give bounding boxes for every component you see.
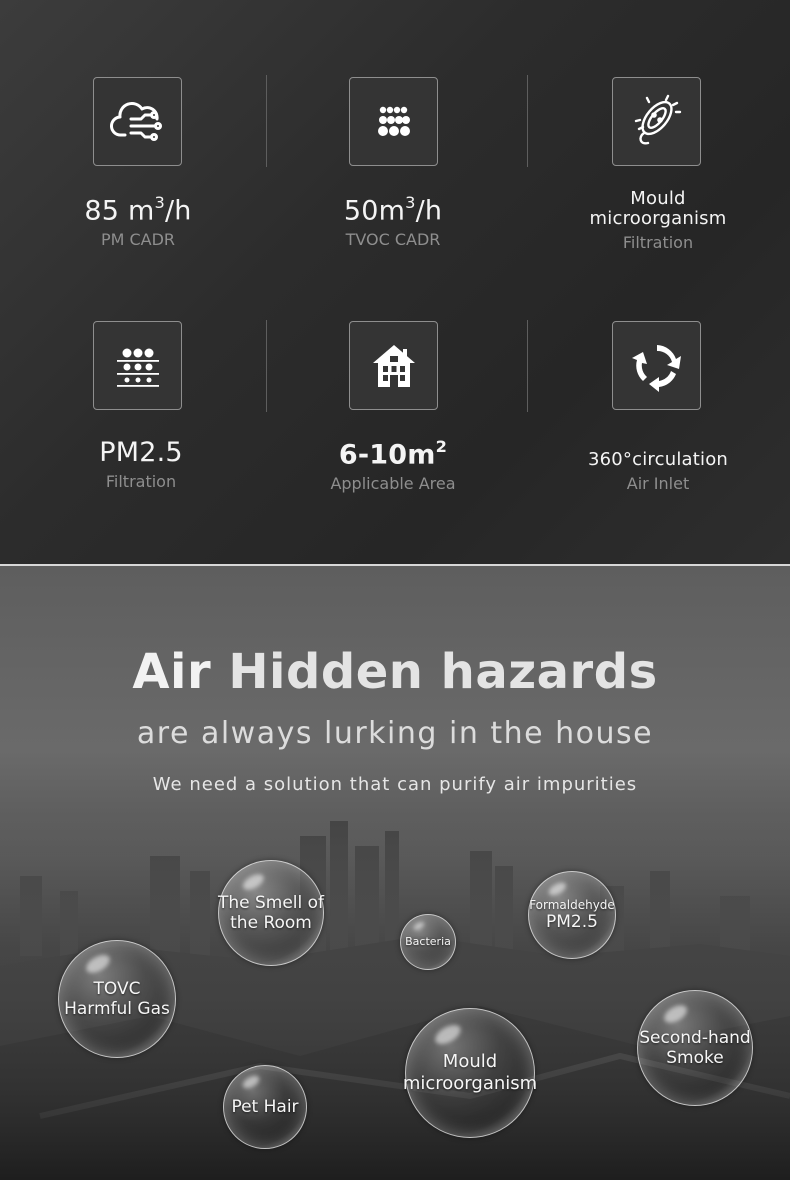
feature-label: TVOC CADR bbox=[345, 230, 441, 250]
feature-value: 360°circulation bbox=[587, 449, 729, 470]
feature-pm-cadr bbox=[23, 193, 253, 249]
hazards-description: We need a solution that can purify air impurities bbox=[152, 774, 638, 795]
feature-label: Air Inlet bbox=[626, 474, 690, 493]
feature-label: Filtration bbox=[622, 233, 694, 252]
house-icon bbox=[349, 321, 438, 410]
hazard-bubble-mould bbox=[402, 1008, 538, 1138]
feature-applicable-area bbox=[278, 437, 508, 493]
hazard-bubble-tovc bbox=[58, 940, 176, 1058]
feature-mould-filtration bbox=[543, 189, 773, 252]
hazards-panel bbox=[0, 566, 790, 1180]
cloud-circuit-icon bbox=[93, 77, 182, 166]
bubble-label: The Smell of bbox=[217, 892, 325, 913]
feature-value: $50m^3/h$ bbox=[343, 193, 443, 227]
feature-tvoc-cadr bbox=[278, 193, 508, 249]
dot-grid-icon bbox=[349, 77, 438, 166]
title-rest: Hidden hazards bbox=[228, 644, 658, 700]
feature-value: $6-10m^2$ bbox=[338, 437, 448, 471]
feature-value: 85 $m^3/h$ bbox=[84, 193, 192, 227]
feature-label: PM CADR bbox=[100, 230, 176, 250]
bubble-label: microorganism bbox=[402, 1073, 538, 1094]
divider bbox=[527, 320, 528, 412]
bubble-label: PM2.5 bbox=[546, 912, 598, 932]
feature-label: Applicable Area bbox=[330, 474, 456, 494]
bubble-label: Smoke bbox=[666, 1048, 724, 1068]
hazard-bubble-pet-hair bbox=[223, 1065, 307, 1149]
bubble-label: Pet Hair bbox=[231, 1096, 299, 1117]
hazard-bubble-smoke bbox=[637, 990, 753, 1106]
divider bbox=[266, 320, 267, 412]
bacteria-icon bbox=[612, 77, 701, 166]
feature-pm25 bbox=[26, 437, 256, 491]
feature-label: Filtration bbox=[105, 472, 177, 491]
bubble-label: TOVC bbox=[93, 978, 141, 999]
hazard-bubble-formaldehyde bbox=[528, 871, 616, 959]
divider bbox=[527, 75, 528, 167]
feature-value-line2: microorganism bbox=[589, 208, 727, 229]
hazards-title bbox=[0, 644, 790, 700]
bubble-label: Mould bbox=[442, 1051, 498, 1073]
divider bbox=[266, 75, 267, 167]
bubble-label: the Room bbox=[230, 913, 312, 933]
feature-air-inlet bbox=[543, 449, 773, 493]
recycle-icon bbox=[612, 321, 701, 410]
title-word-air: Air bbox=[132, 644, 212, 700]
hazard-bubble-room-smell bbox=[218, 860, 324, 966]
filter-dots-icon bbox=[93, 321, 182, 410]
hazard-bubble-bacteria bbox=[400, 914, 456, 970]
features-panel bbox=[0, 0, 790, 566]
hazards-subtitle: are always lurking in the house bbox=[136, 716, 654, 751]
bubble-label: Formaldehyde bbox=[529, 897, 615, 912]
bubble-label: Bacteria bbox=[405, 935, 451, 949]
bubble-label: Harmful Gas bbox=[64, 999, 170, 1019]
bubble-label: Second-hand bbox=[639, 1027, 751, 1048]
feature-value-line1: Mould bbox=[630, 188, 686, 209]
feature-value: PM2.5 bbox=[99, 437, 183, 468]
